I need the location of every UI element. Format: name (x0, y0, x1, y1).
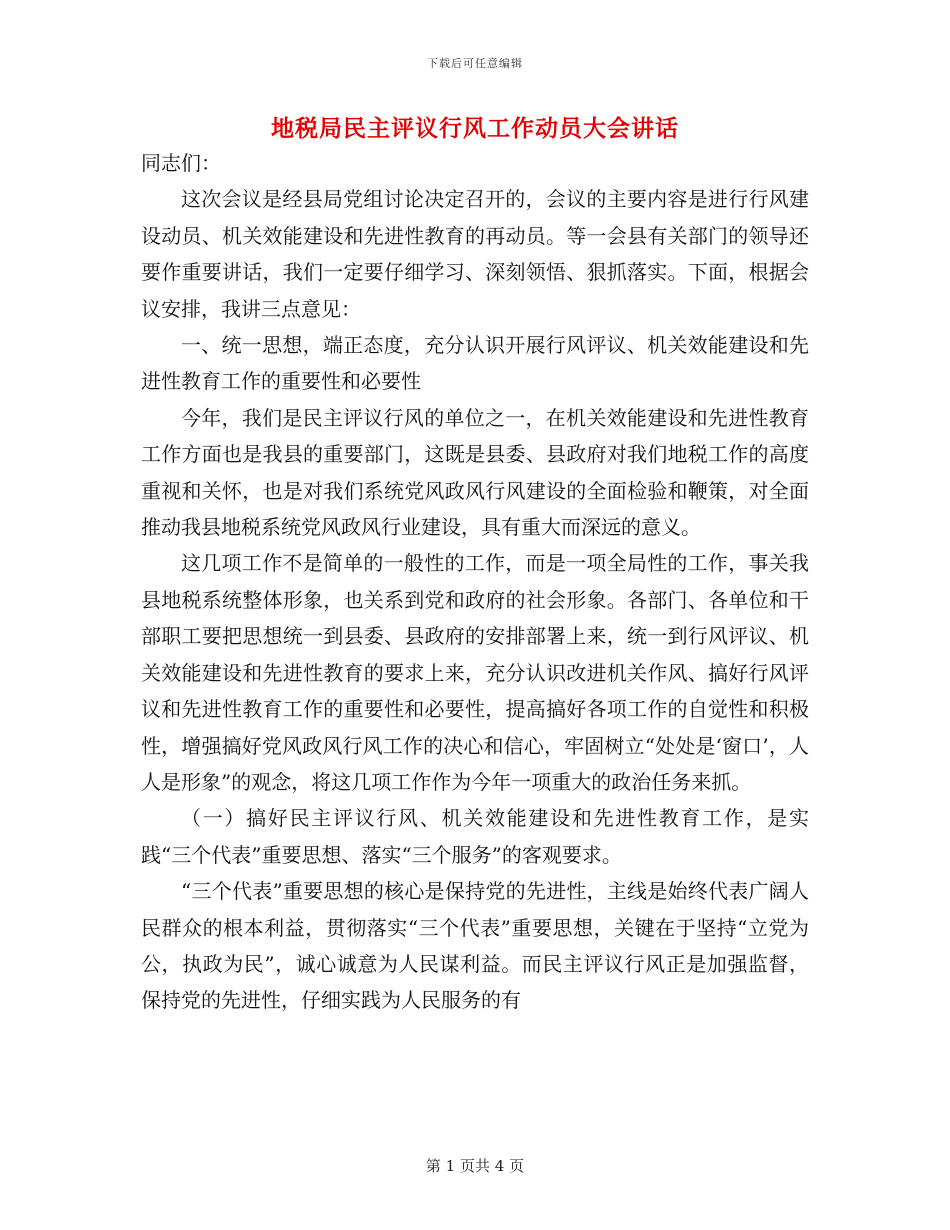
paragraph-this-year: 今年，我们是民主评议行风的单位之一，在机关效能建设和先进性教育工作方面也是我县的重要部门，这既是县委、县政府对我们地税工作的高度重视和关怀，也是对我们系统党风政风行风建设的全面检验和鞭策，对全面推动我县地税系统党风政风行业建设，具有重大而深远的意义。 (141, 405, 809, 540)
page-footer: 第 1 页共 4 页 (425, 1157, 525, 1175)
subsection-heading-1: （一）搞好民主评议行风、机关效能建设和先进性教育工作，是实践“三个代表”重要思想、落实“三个服务”的客观要求。 (141, 806, 809, 867)
paragraph-overall-work: 这几项工作不是简单的一般性的工作，而是一项全局性的工作，事关我县地税系统整体形象，也关系到党和政府的社会形象。各部门、各单位和干部职工要把思想统一到县委、县政府的安排部署上来，统一到行风评议、机关效能建设和先进性教育的要求上来，充分认识改进机关作风、搞好行风评议和先进性教育工作的重要性和必要性，提高搞好各项工作的自觉性和积极性，增强搞好党风政风行风工作的决心和信心，牢固树立“处处是‘窗口’，人人是形象”的观念，将这几项工作作为今年一项重大的政治任务来抓。 (141, 551, 809, 794)
paragraph-intro: 这次会议是经县局党组讨论决定召开的，会议的主要内容是进行行风建设动员、机关效能建设和先进性教育的再动员。等一会县有关部门的领导还要作重要讲话，我们一定要仔细学习、深刻领悟、狠抓落实。下面，根据会议安排，我讲三点意见： (141, 187, 809, 321)
document-title: 地税局民主评议行风工作动员大会讲话 (271, 115, 679, 142)
salutation: 同志们： (141, 151, 221, 175)
paragraph-three-represents: “三个代表”重要思想的核心是保持党的先进性，主线是始终代表广阔人民群众的根本利益，贯彻落实“三个代表”重要思想，关键在于坚持“立党为公，执政为民”，诚心诚意为人民谋利益。而民主评议行风正是加强监督，保持党的先进性，仔细实践为人民服务的有 (141, 879, 809, 1013)
page-header: 下载后可任意编辑 (427, 57, 523, 70)
document-body (141, 145, 809, 1019)
section-heading-1: 一、统一思想，端正态度，充分认识开展行风评议、机关效能建设和先进性教育工作的重要性和必要性 (141, 333, 809, 394)
